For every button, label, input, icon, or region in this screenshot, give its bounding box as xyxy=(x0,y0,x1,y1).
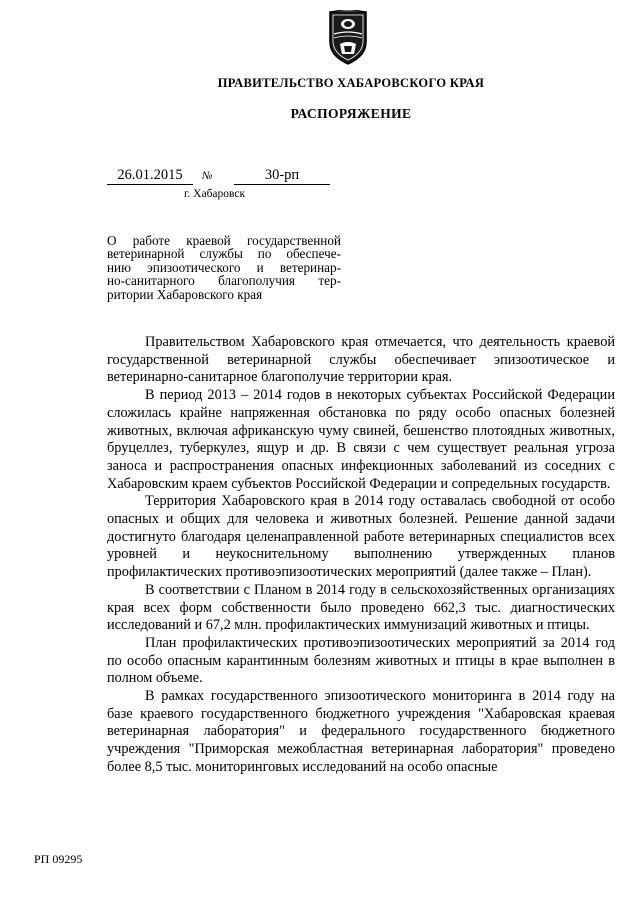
document-date: 26.01.2015 xyxy=(107,166,193,185)
document-code: РП 09295 xyxy=(34,852,83,866)
body-paragraph: В соответствии с Планом в 2014 году в сельскохозяйственных организациях края всех форм собственности было проведено 662,3 тыс. диагностических исследований и 67,2 млн. профилактических иммунизаций животных и птицы. xyxy=(107,581,615,634)
body-paragraph: Правительством Хабаровского края отмечается, что деятельность краевой государственной ветеринарной службы обеспечивает эпизоотическое и ветеринарно-санитарное благополучие территории края. xyxy=(107,334,615,386)
document-type: РАСПОРЯЖЕНИЕ xyxy=(290,106,412,121)
document-subject xyxy=(107,234,341,301)
government-title: ПРАВИТЕЛЬСТВО ХАБАРОВСКОГО КРАЯ xyxy=(217,76,485,90)
body-paragraph: В рамках государственного эпизоотического мониторинга в 2014 году на базе краевого государственного бюджетного учреждения "Хабаровская краевая ветеринарная лаборатория" и федерального государственного бюджетного учреждения "Приморская межобластная ветеринарная лаборатория" проведено более 8,5 тыс. мониторинговых исследований на особо опасные xyxy=(107,688,615,775)
subject-line: ветеринарной службы по обеспече- xyxy=(107,246,341,262)
body-paragraph: План профилактических противоэпизоотических мероприятий за 2014 год по особо опасным карантинным болезням животных и птицы в крае выполнен в полном объеме. xyxy=(107,634,615,687)
coat-of-arms-icon xyxy=(326,10,370,66)
document-number: 30-рп xyxy=(234,166,330,185)
subject-line: нию эпизоотического и ветеринар- xyxy=(107,259,341,275)
number-sign: № xyxy=(202,170,213,182)
subject-line: но-санитарного благополучия тер- xyxy=(107,273,341,289)
body-paragraph: В период 2013 – 2014 годов в некоторых субъектах Российской Федерации сложилась крайне напряженная обстановка по ряду особо опасных болезней животных, включая африканскую чуму свиней, бешенство плотоядных животных, бруцеллез, туберкулез, ящур и др. В связи с чем существует реальная угроза заноса и распространения опасных инфекционных заболеваний из соседних с Хабаровским краем субъектов Российской Федерации и сопредельных государств. xyxy=(107,387,615,492)
subject-line: О работе краевой государственной xyxy=(107,233,341,248)
document-body xyxy=(107,334,615,777)
subject-line: ритории Хабаровского края xyxy=(107,286,263,302)
body-paragraph: Территория Хабаровского края в 2014 году оставалась свободной от особо опасных и общих для человека и животных болезней. Решение данной задачи достигнуто благодаря целенаправленной работе ветеринарных специалистов всех уровней и неукоснительному выполнению утвержденных планов профилактических противоэпизоотических мероприятий (далее также – План). xyxy=(107,493,615,581)
document-city: г. Хабаровск xyxy=(184,188,246,200)
